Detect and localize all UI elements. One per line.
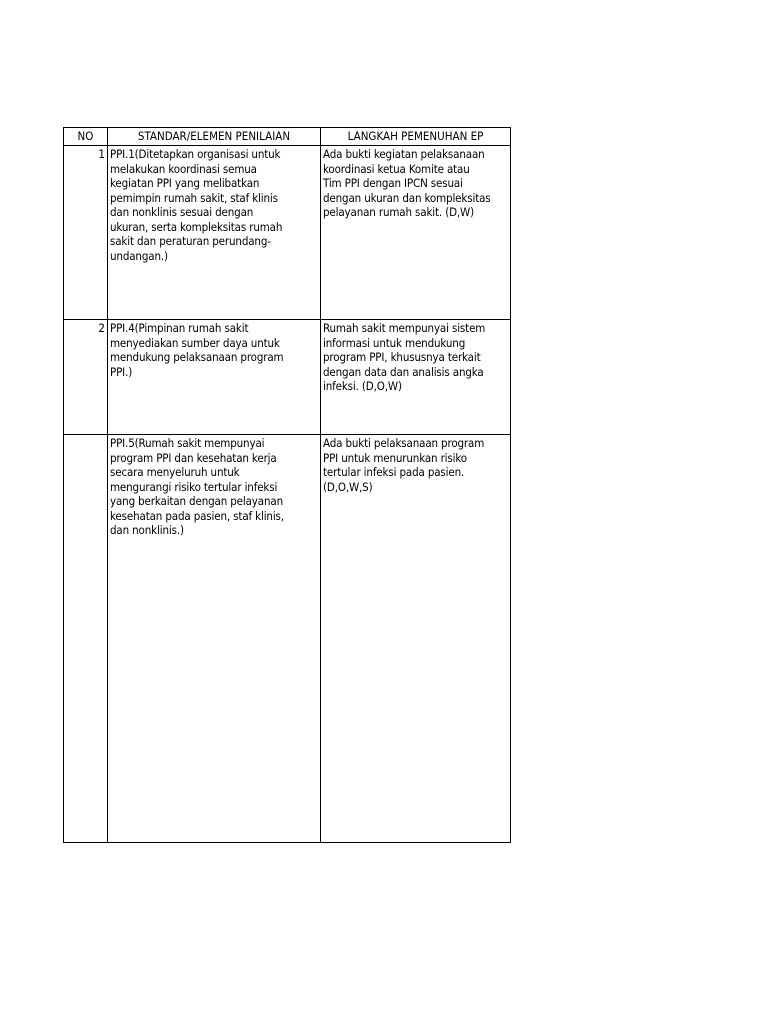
header-ep: LANGKAH PEMENUHAN EP [321, 128, 511, 146]
ep-cell: Rumah sakit mempunyai sistem informasi untuk mendukung program PPI, khususnya terkait dengan data dan analisis angka infeksi. (D,O,W) [321, 320, 511, 435]
assessment-table [63, 127, 511, 843]
ep-cell: Ada bukti kegiatan pelaksanaan koordinasi ketua Komite atau Tim PPI dengan IPCN sesuai dengan ukuran dan kompleksitas pelayanan rumah sakit. (D,W) [321, 146, 511, 320]
row-number [64, 435, 108, 843]
standard-cell: PPI.4(Pimpinan rumah sakit menyediakan sumber daya untuk mendukung pelaksanaan program PPI.) [108, 320, 321, 435]
header-no: NO [64, 128, 108, 146]
row-number: 2 [64, 320, 108, 435]
standard-cell: PPI.5(Rumah sakit mempunyai program PPI dan kesehatan kerja secara menyeluruh untuk mengurangi risiko tertular infeksi yang berkaitan dengan pelayanan kesehatan pada pasien, staf klinis, dan nonklinis.) [108, 435, 321, 843]
table-header-row [64, 128, 511, 146]
table-row [64, 146, 511, 320]
header-standard: STANDAR/ELEMEN PENILAIAN [108, 128, 321, 146]
row-number: 1 [64, 146, 108, 320]
standard-cell: PPI.1(Ditetapkan organisasi untuk melakukan koordinasi semua kegiatan PPI yang melibatkan pemimpin rumah sakit, staf klinis dan nonklinis sesuai dengan ukuran, serta kompleksitas rumah sakit dan peraturan perundang- undangan.) [108, 146, 321, 320]
table-row [64, 435, 511, 843]
table-row [64, 320, 511, 435]
ep-cell: Ada bukti pelaksanaan program PPI untuk menurunkan risiko tertular infeksi pada pasien. (D,O,W,S) [321, 435, 511, 843]
